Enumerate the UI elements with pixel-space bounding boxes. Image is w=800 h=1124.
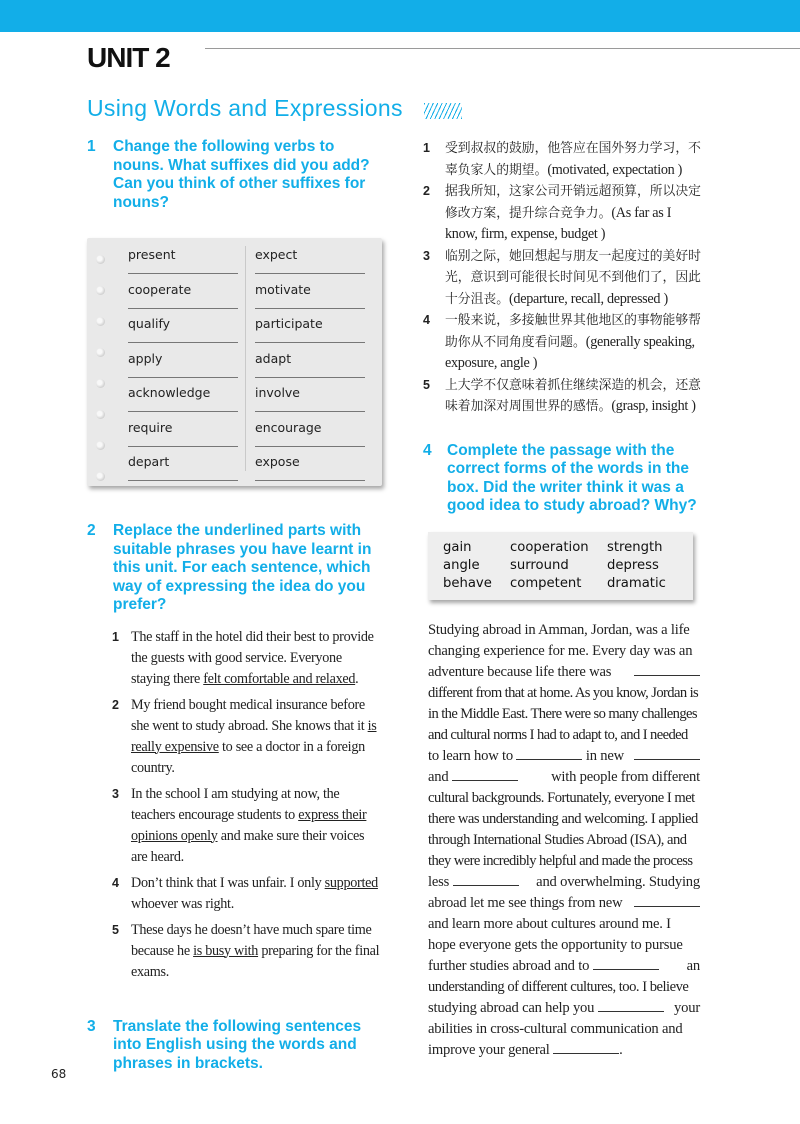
verb-cell <box>128 312 238 347</box>
box-word: cooperation <box>510 539 589 555</box>
task-2-heading <box>87 522 387 615</box>
item-number: 1 <box>112 629 119 644</box>
page-number: 68 <box>51 1067 67 1081</box>
verb-word: participate <box>255 316 323 331</box>
binder-hole <box>96 348 105 357</box>
passage-line <box>428 1019 700 1040</box>
verb-cell <box>128 381 238 416</box>
passage-text: less <box>428 873 450 890</box>
verb-word: adapt <box>255 350 292 366</box>
chinese-sentence: 上大学不仅意味着抓住继续深造的机会，还意味着加深对周围世界的感悟。 <box>445 377 701 414</box>
item-number: 2 <box>423 184 430 198</box>
item-number: 2 <box>112 697 119 712</box>
passage-line <box>428 788 700 809</box>
list-item <box>423 181 703 246</box>
verb-word: apply <box>128 350 163 366</box>
box-word: surround <box>510 557 569 573</box>
word-list-card <box>87 238 382 486</box>
verb-word: encourage <box>255 419 322 435</box>
verb-cell <box>128 243 238 278</box>
answer-line <box>255 411 365 412</box>
task-number: 4 <box>423 441 432 459</box>
passage-text: adventure because life there was <box>428 663 612 680</box>
passage-line <box>428 767 700 788</box>
answer-blank[interactable] <box>453 872 519 886</box>
passage-text: they were incredibly helpful and made the process <box>428 852 693 869</box>
sentence-text: The staff in the hotel did their best to provide the guests with good service. Everyone staying there <box>131 628 374 687</box>
answer-blank[interactable] <box>598 998 664 1012</box>
verb-word: qualify <box>128 316 171 331</box>
binder-hole <box>96 286 105 295</box>
binder-hole <box>96 472 105 481</box>
answer-line <box>255 342 365 343</box>
passage-text: improve your general <box>428 1041 550 1058</box>
binder-hole <box>96 410 105 419</box>
answer-blank[interactable] <box>553 1040 619 1054</box>
answer-line <box>128 342 238 343</box>
list-item <box>423 246 703 311</box>
sentence-text: In the school I am studying at now, the teachers encourage students to <box>131 785 340 823</box>
verb-column-left <box>128 243 238 485</box>
task-number: 3 <box>87 1017 96 1035</box>
task-1-heading <box>87 138 387 212</box>
list-item <box>112 695 382 779</box>
passage-text: and overwhelming. Studying <box>536 873 700 890</box>
passage-line <box>428 830 700 851</box>
verb-cell <box>255 243 365 278</box>
answer-blank[interactable] <box>634 746 700 760</box>
passage-line <box>428 683 700 704</box>
answer-line <box>128 273 238 274</box>
passage-line <box>428 662 700 683</box>
chinese-sentence: 临别之际，她回想起与朋友一起度过的美好时光，意识到可能很长时间见不到他们了，因此十分沮丧。 <box>445 248 701 307</box>
passage-text: . <box>619 1041 623 1058</box>
passage-text: changing experience for me. Every day was an <box>428 642 693 659</box>
item-number: 3 <box>112 786 119 801</box>
answer-line <box>255 377 365 378</box>
answer-line <box>255 308 365 309</box>
answer-blank[interactable] <box>634 662 700 676</box>
verb-cell <box>128 347 238 382</box>
passage-line <box>428 956 700 977</box>
chinese-sentence: 受到叔叔的鼓励，他答应在国外努力学习，不辜负家人的期望。 <box>445 141 701 178</box>
hatch-decoration <box>424 103 462 119</box>
list-item <box>423 138 703 181</box>
task-instruction: Change the following verbs to nouns. What suffixes did you add? Can you think of other suffixes for nouns? <box>113 138 370 211</box>
top-color-bar <box>0 0 800 32</box>
passage-line <box>428 851 700 872</box>
sentence-text: preparing for the final exams. <box>131 942 380 980</box>
passage-text: understanding of different cultures, too. I believe <box>428 978 689 995</box>
verb-cell <box>128 278 238 313</box>
answer-blank[interactable] <box>634 893 700 907</box>
item-number: 5 <box>112 922 119 937</box>
passage-text: Studying abroad in Amman, Jordan, was a life <box>428 621 690 638</box>
verb-word: present <box>128 247 176 262</box>
task-4-heading <box>423 442 703 516</box>
task-2-sentences <box>112 627 382 983</box>
item-number: 4 <box>112 875 119 890</box>
sentence-text: . <box>355 670 359 687</box>
passage-line <box>428 998 700 1019</box>
underlined-phrase: is really expensive <box>131 717 377 755</box>
box-word: strength <box>607 539 663 555</box>
passage-text: in the Middle East. There were so many challenges <box>428 705 698 722</box>
bracket-hint: (As far as I know, firm, expense, budget ) <box>445 204 672 242</box>
task-number: 2 <box>87 522 96 539</box>
passage-text: and learn more about cultures around me. I <box>428 915 671 932</box>
word-box <box>428 532 693 600</box>
sentence-text: whoever was right. <box>131 895 234 912</box>
column-divider <box>245 246 246 471</box>
underlined-phrase: felt comfortable and relaxed <box>203 670 356 687</box>
right-column <box>423 138 703 1061</box>
verb-word: involve <box>255 385 301 400</box>
answer-line <box>128 377 238 378</box>
list-item <box>112 784 382 868</box>
sentence-text: and make sure their voices are heard. <box>131 827 365 865</box>
passage-text: further studies abroad and to <box>428 957 590 974</box>
box-word: behave <box>443 575 492 591</box>
passage-text: and cultural norms I had to adapt to, and I needed <box>428 726 688 743</box>
passage-line <box>428 872 700 893</box>
answer-line <box>128 411 238 412</box>
item-number: 3 <box>423 248 430 263</box>
task-instruction: Complete the passage with the correct forms of the words in the box. Did the writer think it was a good idea to study abroad? Why? <box>447 441 697 514</box>
verb-column-right <box>255 243 365 485</box>
box-word: competent <box>510 575 582 591</box>
list-item <box>423 375 703 418</box>
box-word: dramatic <box>607 575 666 591</box>
underlined-phrase: is busy with <box>193 942 259 959</box>
list-item <box>423 310 703 375</box>
passage-text: in new <box>585 747 624 764</box>
binder-hole <box>96 255 105 264</box>
sentence-text: Don’t think that I was unfair. I only <box>131 874 325 891</box>
passage-line <box>428 977 700 998</box>
task-3-heading <box>87 1018 387 1074</box>
passage-line <box>428 746 700 767</box>
verb-cell <box>128 450 238 485</box>
passage-text: and <box>428 768 449 785</box>
item-number: 5 <box>423 377 430 392</box>
answer-line <box>255 273 365 274</box>
passage-text: abroad let me see things from new <box>428 894 623 911</box>
passage <box>428 620 700 1061</box>
bracket-hint: (motivated, expectation ) <box>547 161 683 178</box>
verb-word: depart <box>128 454 170 469</box>
chinese-sentence: 一般来说，多接触世界其他地区的事物能够帮助你从不同角度看问题。 <box>445 313 701 350</box>
passage-text: abilities in cross-cultural communication and <box>428 1020 683 1037</box>
item-number: 4 <box>423 313 430 327</box>
task-instruction: Translate the following sentences into English using the words and phrases in brackets. <box>113 1017 362 1072</box>
list-item <box>112 627 382 690</box>
passage-text: hope everyone gets the opportunity to pursue <box>428 936 683 953</box>
verb-word: expose <box>255 454 300 469</box>
verb-cell <box>255 381 365 416</box>
passage-line <box>428 935 700 956</box>
title-rule <box>205 48 800 49</box>
verb-cell <box>255 278 365 313</box>
underlined-phrase: supported <box>324 874 378 891</box>
sentence-text: to see a doctor in a foreign country. <box>131 738 365 776</box>
passage-line <box>428 725 700 746</box>
passage-text: different from that at home. As you know, Jordan is <box>428 684 699 701</box>
verb-cell <box>255 416 365 451</box>
verb-word: motivate <box>255 281 311 297</box>
box-word: gain <box>443 539 472 555</box>
passage-text: cultural backgrounds. Fortunately, everyone I met <box>428 789 695 806</box>
bracket-hint: (generally speaking, exposure, angle ) <box>445 333 695 371</box>
sentence-text: These days he doesn’t have much spare time because he <box>131 921 372 959</box>
answer-blank[interactable] <box>593 956 659 970</box>
verb-word: expect <box>255 247 298 262</box>
passage-text: through International Studies Abroad (ISA), and <box>428 831 687 848</box>
sentence-text: My friend bought medical insurance before she went to study abroad. She knows that it <box>131 696 368 734</box>
passage-line <box>428 809 700 830</box>
passage-text: to learn how to <box>428 747 513 764</box>
passage-line <box>428 914 700 935</box>
box-word: depress <box>607 557 659 573</box>
answer-line <box>128 480 238 481</box>
chinese-sentence: 据我所知，这家公司开销远超预算，所以决定修改方案，提升综合竞争力。 <box>445 184 701 221</box>
binder-hole <box>96 317 105 326</box>
verb-word: require <box>128 419 173 435</box>
left-column <box>87 138 387 1073</box>
answer-line <box>128 446 238 447</box>
verb-cell <box>255 312 365 347</box>
list-item <box>112 920 382 983</box>
section-title: Using Words and Expressions <box>87 95 403 121</box>
unit-title: UNIT 2 <box>87 42 170 73</box>
task-instruction: Replace the underlined parts with suitable phrases you have learnt in this unit. For each sentence, which way of expressing the idea do you prefer? <box>113 522 372 613</box>
verb-cell <box>255 347 365 382</box>
passage-text: there was understanding and welcoming. I applied <box>428 810 698 827</box>
task-number: 1 <box>87 138 96 155</box>
bracket-hint: (departure, recall, depressed ) <box>508 290 668 307</box>
bracket-hint: (grasp, insight ) <box>611 398 696 414</box>
binder-hole <box>96 379 105 388</box>
answer-line <box>255 480 365 481</box>
underlined-phrase: express their opinions openly <box>131 806 367 844</box>
passage-line <box>428 704 700 725</box>
passage-text: an <box>686 957 700 974</box>
passage-text: studying abroad can help you <box>428 999 595 1016</box>
answer-blank[interactable] <box>452 767 518 781</box>
passage-text: with people from different <box>551 768 700 785</box>
answer-line <box>128 308 238 309</box>
verb-cell <box>128 416 238 451</box>
verb-cell <box>255 450 365 485</box>
list-item <box>112 873 382 915</box>
passage-line <box>428 620 700 641</box>
binder-hole <box>96 441 105 450</box>
item-number: 1 <box>423 141 430 155</box>
passage-text: your <box>674 999 700 1016</box>
verb-word: cooperate <box>128 281 192 297</box>
answer-blank[interactable] <box>516 746 582 760</box>
answer-line <box>255 446 365 447</box>
passage-line <box>428 1040 700 1061</box>
passage-line <box>428 641 700 662</box>
verb-word: acknowledge <box>128 385 211 400</box>
passage-line <box>428 893 700 914</box>
box-word: angle <box>443 557 480 573</box>
